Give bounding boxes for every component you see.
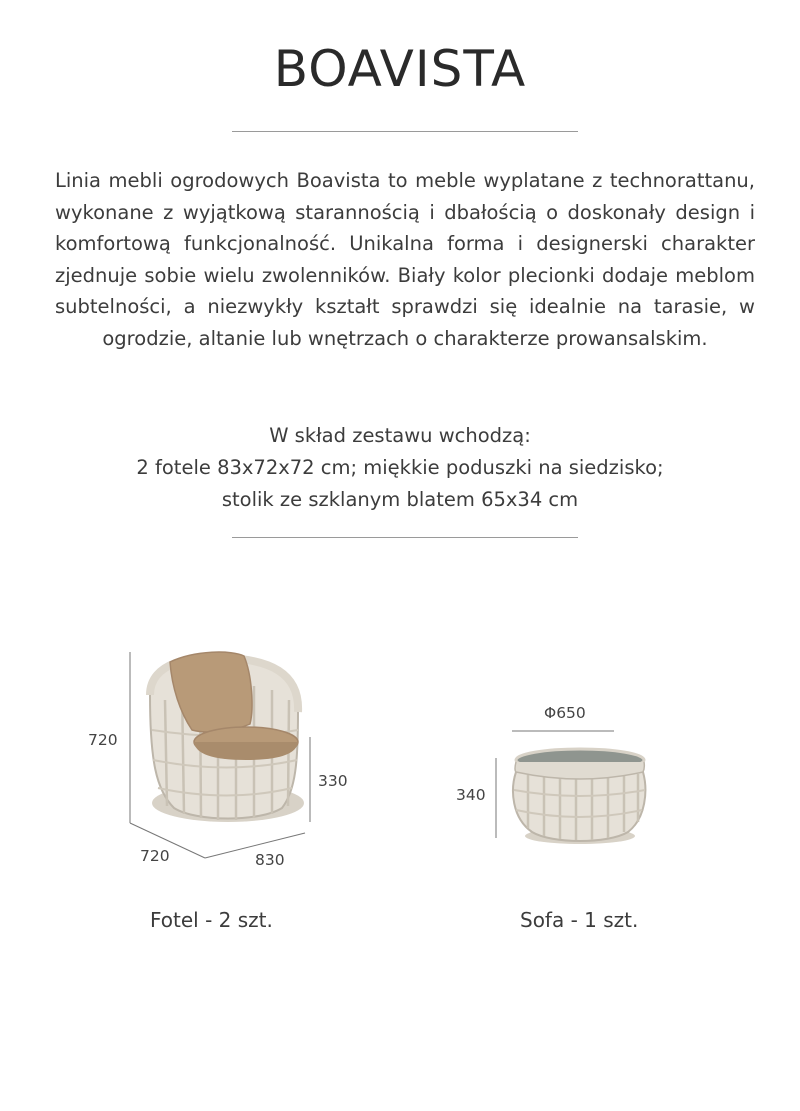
set-line-1: 2 fotele 83x72x72 cm; miękkie poduszki na siedzisko; xyxy=(136,456,664,479)
chair-depth-label: 720 xyxy=(140,847,170,865)
table-height-label: 340 xyxy=(456,786,486,804)
set-heading: W skład zestawu wchodzą: xyxy=(269,424,531,447)
page-title: BOAVISTA xyxy=(273,40,527,98)
description-paragraph: Linia mebli ogrodowych Boavista to meble wyplatane z technorattanu, wykonane z wyjątkową starannością i dbałością o doskonały design i komfortową funkcjonalność. Unikalna forma i designerski charakter zjednuje sobie wielu zwolenników. Biały kolor plecionki dodaje meblom subtelności, a niezwykły kształt sprawdzi się idealnie na tarasie, w ogrodzie, altanie lub wnętrzach o charakterze prowansalskim. xyxy=(55,169,755,350)
table-diameter-label: Φ650 xyxy=(544,704,586,722)
chair-seat-height-label: 330 xyxy=(318,772,348,790)
table-illustration xyxy=(513,749,645,844)
chair-width-label: 830 xyxy=(255,851,285,869)
table-caption: Sofa - 1 szt. xyxy=(520,908,639,932)
chair-caption: Fotel - 2 szt. xyxy=(150,908,273,932)
set-line-2: stolik ze szklanym blatem 65x34 cm xyxy=(221,488,579,511)
chair-height-label: 720 xyxy=(88,731,118,749)
chair-illustration xyxy=(150,652,304,822)
